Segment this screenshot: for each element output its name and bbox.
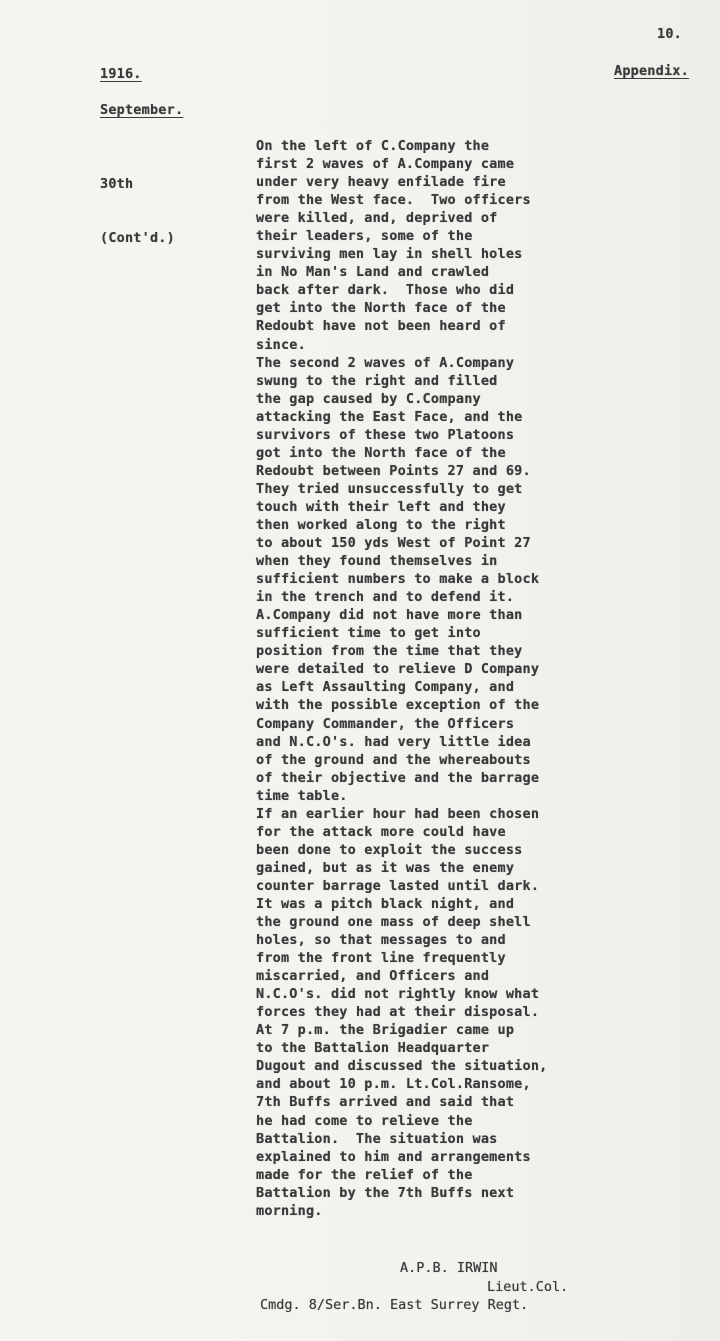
body-line: On the left of C.Company the [256, 138, 490, 154]
body-line: first 2 waves of A.Company came [256, 156, 515, 173]
body-line: It was a pitch black night, and [256, 895, 515, 912]
body-line: since. [256, 336, 306, 353]
body-line: attacking the East Face, and the [256, 408, 523, 425]
body-line: from the West face. Two officers [256, 192, 531, 209]
body-line: Company Commander, the Officers [256, 715, 515, 732]
month-heading: September. [100, 102, 184, 118]
body-line: made for the relief of the [256, 1166, 473, 1183]
body-line: the ground one mass of deep shell [256, 914, 531, 931]
body-line: he had come to relieve the [256, 1112, 473, 1129]
signature-rank: Lieut.Col. [487, 1279, 569, 1295]
body-line: morning. [256, 1202, 323, 1219]
body-line: Redoubt have not been heard of [256, 318, 506, 335]
body-line: position from the time that they [256, 643, 523, 660]
body-line: back after dark. Those who did [256, 282, 515, 299]
body-line: If an earlier hour had been chosen [256, 805, 540, 822]
body-line: their leaders, some of the [256, 228, 473, 245]
body-line: explained to him and arrangements [256, 1148, 531, 1165]
body-line: sufficient numbers to make a block [256, 571, 540, 588]
body-line: in No Man's Land and crawled [256, 264, 490, 281]
body-line: A.Company did not have more than [256, 607, 523, 624]
body-line: when they found themselves in [256, 553, 498, 570]
body-line: Redoubt between Points 27 and 69. [256, 462, 531, 479]
body-line: the gap caused by C.Company [256, 390, 481, 407]
body-line: under very heavy enfilade fire [256, 174, 506, 191]
page-number: 10. [657, 26, 682, 42]
body-line: miscarried, and Officers and [256, 968, 490, 985]
body-line: forces they had at their disposal. [256, 1004, 540, 1021]
body-line: were detailed to relieve D Company [256, 661, 540, 678]
body-line: The second 2 waves of A.Company [256, 354, 515, 371]
appendix-heading: Appendix. [614, 63, 689, 79]
body-line: They tried unsuccessfully to get [256, 480, 523, 497]
body-line: sufficient time to get into [256, 625, 481, 642]
entry-date-day: 30th [100, 176, 134, 193]
entry-date-continued: (Cont'd.) [100, 230, 175, 247]
body-line: as Left Assaulting Company, and [256, 679, 515, 696]
body-line: got into the North face of the [256, 444, 506, 461]
body-line: and about 10 p.m. Lt.Col.Ransome, [256, 1076, 531, 1093]
body-line: Dugout and discussed the situation, [256, 1058, 548, 1075]
body-line: been done to exploit the success [256, 841, 523, 858]
body-line: holes, so that messages to and [256, 932, 506, 949]
body-line: to the Battalion Headquarter [256, 1040, 490, 1057]
body-line: were killed, and, deprived of [256, 210, 498, 227]
body-line: survivors of these two Platoons [256, 426, 515, 443]
body-line: touch with their left and they [256, 498, 506, 515]
year-heading: 1916. [100, 66, 142, 82]
body-line: and N.C.O's. had very little idea [256, 733, 531, 750]
body-line: time table. [256, 787, 348, 804]
body-line: from the front line frequently [256, 950, 506, 967]
signature-unit: Cmdg. 8/Ser.Bn. East Surrey Regt. [260, 1297, 529, 1313]
body-line: counter barrage lasted until dark. [256, 877, 540, 894]
body-line: swung to the right and filled [256, 372, 498, 389]
body-line: gained, but as it was the enemy [256, 859, 515, 876]
body-line: At 7 p.m. the Brigadier came up [256, 1022, 515, 1039]
body-line: Battalion by the 7th Buffs next [256, 1184, 515, 1201]
body-line: in the trench and to defend it. [256, 589, 515, 606]
signature-name: A.P.B. IRWIN [400, 1260, 498, 1276]
body-line: surviving men lay in shell holes [256, 246, 523, 263]
body-line: get into the North face of the [256, 300, 506, 317]
body-line: 7th Buffs arrived and said that [256, 1094, 515, 1111]
entry-date [100, 139, 175, 283]
body-line: of their objective and the barrage [256, 769, 540, 786]
body-line: of the ground and the whereabouts [256, 751, 531, 768]
body-line: with the possible exception of the [256, 697, 540, 714]
body-line: Battalion. The situation was [256, 1130, 498, 1147]
body-line: N.C.O's. did not rightly know what [256, 986, 540, 1003]
body-line: to about 150 yds West of Point 27 [256, 535, 531, 552]
entry-body [256, 137, 547, 1220]
body-line: for the attack more could have [256, 823, 506, 840]
body-line: then worked along to the right [256, 516, 506, 533]
